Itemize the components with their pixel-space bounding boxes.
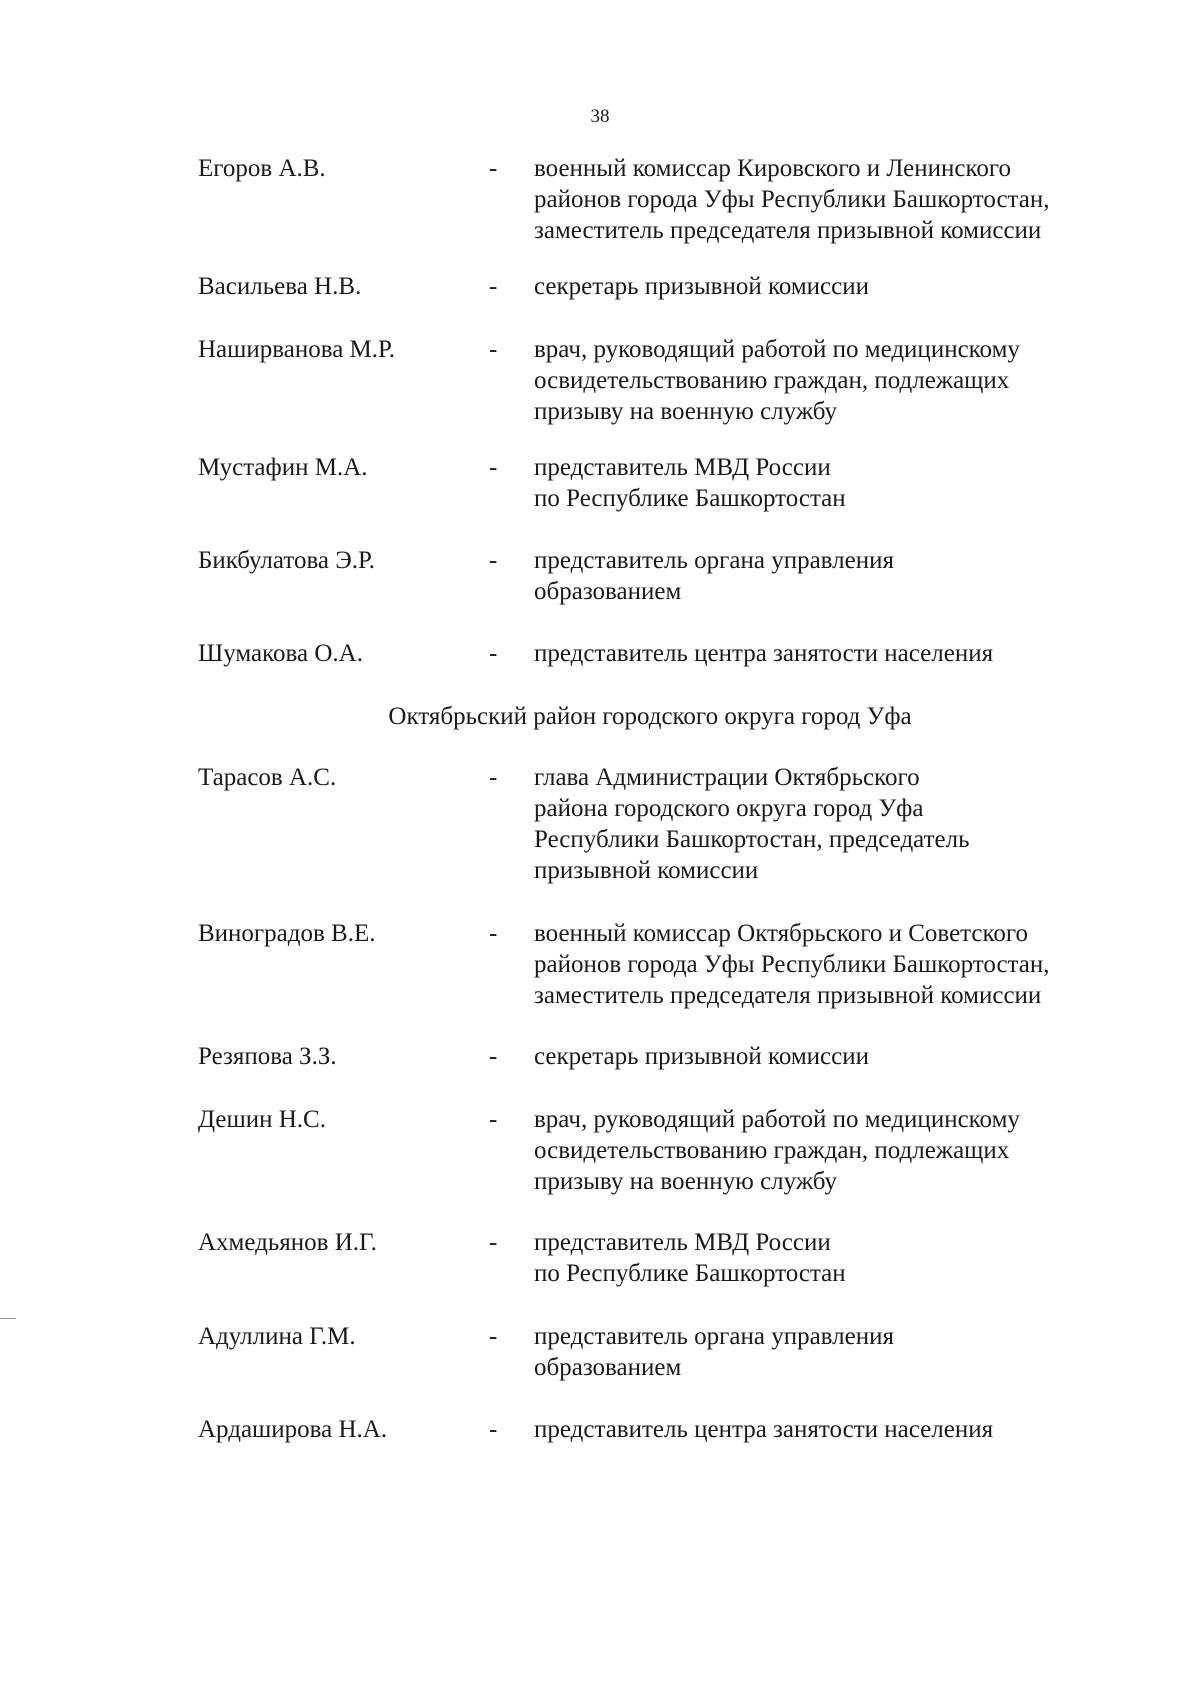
member-role (534, 153, 1134, 246)
role-line: представитель МВД России (534, 454, 831, 481)
role-line: призыву на военную службу (534, 398, 838, 425)
member-role (534, 638, 1134, 669)
separator-dash: - (489, 1106, 498, 1133)
role-line: секретарь призывной комиссии (534, 1043, 870, 1070)
role-line: освидетельствованию граждан, подлежащих (534, 367, 1010, 394)
member-name: Ахмедьянов И.Г. (198, 1229, 377, 1256)
member-name: Тарасов А.С. (198, 764, 337, 791)
member-role (534, 762, 1134, 886)
separator-dash: - (489, 1416, 498, 1443)
role-line: врач, руководящий работой по медицинскому (534, 1106, 1020, 1133)
role-line: представитель центра занятости населения (534, 1416, 994, 1443)
scan-margin-mark (0, 1318, 16, 1319)
member-name: Адуллина Г.М. (198, 1323, 356, 1350)
role-line: представитель органа управления (534, 547, 894, 574)
member-name: Егоров А.В. (198, 155, 326, 182)
member-name: Наширванова М.Р. (198, 336, 396, 363)
role-line: заместитель председателя призывной комиссии (534, 217, 1042, 244)
member-name: Бикбулатова Э.Р. (198, 547, 376, 574)
member-role (534, 452, 1134, 514)
role-line: врач, руководящий работой по медицинскому (534, 336, 1020, 363)
member-role (534, 1041, 1134, 1072)
separator-dash: - (489, 155, 498, 182)
member-name: Васильева Н.В. (198, 273, 362, 300)
separator-dash: - (489, 1229, 498, 1256)
role-line: военный комиссар Октябрьского и Советского (534, 920, 1028, 947)
separator-dash: - (489, 764, 498, 791)
member-name: Шумакова О.А. (198, 640, 363, 667)
separator-dash: - (489, 547, 498, 574)
role-line: района городского округа город Уфа (534, 795, 924, 822)
role-line: образованием (534, 578, 682, 605)
member-role (534, 1227, 1134, 1289)
role-line: районов города Уфы Республики Башкортостан, (534, 951, 1050, 978)
role-line: Республики Башкортостан, председатель (534, 826, 970, 853)
separator-dash: - (489, 1043, 498, 1070)
role-line: представитель органа управления (534, 1323, 894, 1350)
member-role (534, 334, 1134, 427)
role-line: призыву на военную службу (534, 1168, 838, 1195)
member-name: Ардаширова Н.А. (198, 1416, 388, 1443)
member-name: Мустафин М.А. (198, 454, 368, 481)
role-line: районов города Уфы Республики Башкортостан, (534, 186, 1050, 213)
role-line: по Республике Башкортостан (534, 1260, 846, 1287)
section-heading: Октябрьский район городского округа город Уфа (388, 703, 912, 730)
separator-dash: - (489, 336, 498, 363)
role-line: представитель МВД России (534, 1229, 831, 1256)
member-name: Резяпова З.З. (198, 1043, 337, 1070)
member-name: Дешин Н.С. (198, 1106, 326, 1133)
role-line: секретарь призывной комиссии (534, 273, 870, 300)
role-line: военный комиссар Кировского и Ленинского (534, 155, 1011, 182)
role-line: призывной комиссии (534, 857, 759, 884)
separator-dash: - (489, 273, 498, 300)
role-line: заместитель председателя призывной комиссии (534, 982, 1042, 1009)
role-line: образованием (534, 1354, 682, 1381)
role-line: представитель центра занятости населения (534, 640, 994, 667)
member-role (534, 1321, 1134, 1383)
separator-dash: - (489, 920, 498, 947)
role-line: глава Администрации Октябрьского (534, 764, 920, 791)
role-line: по Республике Башкортостан (534, 485, 846, 512)
separator-dash: - (489, 1323, 498, 1350)
separator-dash: - (489, 640, 498, 667)
role-line: освидетельствованию граждан, подлежащих (534, 1137, 1010, 1164)
member-role (534, 918, 1134, 1011)
member-role (534, 1104, 1134, 1197)
member-role (534, 271, 1134, 302)
member-role (534, 545, 1134, 607)
member-role (534, 1414, 1134, 1445)
page-number: 38 (590, 106, 610, 127)
separator-dash: - (489, 454, 498, 481)
member-name: Виноградов В.Е. (198, 920, 376, 947)
